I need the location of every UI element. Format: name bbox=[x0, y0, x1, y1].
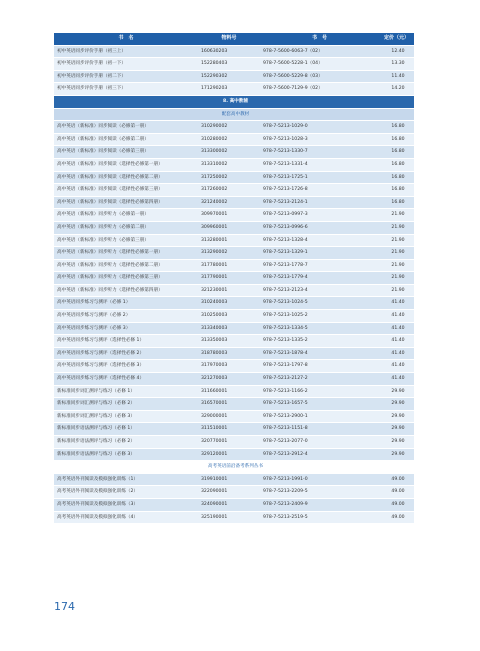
item-isbn: 978-7-5213-1330-7 bbox=[260, 146, 379, 159]
item-title: 高中英语同步练习与测评（必修 1） bbox=[54, 297, 198, 310]
item-code: 320770001 bbox=[198, 436, 260, 449]
table-row bbox=[54, 45, 414, 58]
item-code: 310280002 bbox=[198, 133, 260, 146]
table-row bbox=[54, 511, 414, 524]
table-row bbox=[54, 297, 414, 310]
item-code: 313290002 bbox=[198, 247, 260, 260]
table-row bbox=[54, 133, 414, 146]
item-price: 29.90 bbox=[379, 448, 414, 461]
item-title: 初中英语同步评价手册（初一下） bbox=[54, 58, 198, 71]
item-isbn: 978-7-5213-2409-9 bbox=[260, 498, 379, 511]
item-title: 高中英语（新标准）同步阅读（选择性必修第一册） bbox=[54, 158, 198, 171]
item-code: 152280403 bbox=[198, 58, 260, 71]
item-isbn: 978-7-5213-1024-5 bbox=[260, 297, 379, 310]
item-code: 313340003 bbox=[198, 322, 260, 335]
item-price: 11.40 bbox=[379, 70, 414, 83]
header-price: 定价（元） bbox=[379, 33, 414, 45]
item-code: 160630203 bbox=[198, 45, 260, 58]
table-row bbox=[54, 58, 414, 71]
table-row bbox=[54, 373, 414, 386]
item-isbn: 978-7-5213-1725-1 bbox=[260, 171, 379, 184]
item-price: 21.90 bbox=[379, 209, 414, 222]
item-isbn: 978-7-5213-2077-0 bbox=[260, 436, 379, 449]
item-title: 高中英语（新标准）同步听力（选择性必修第一册） bbox=[54, 247, 198, 260]
item-isbn: 978-7-5213-1991-0 bbox=[260, 473, 379, 486]
item-isbn: 978-7-5213-0997-3 bbox=[260, 209, 379, 222]
table-row bbox=[54, 498, 414, 511]
item-code: 317260002 bbox=[198, 184, 260, 197]
item-code: 329120001 bbox=[198, 448, 260, 461]
item-code: 317790001 bbox=[198, 272, 260, 285]
item-isbn: 978-7-5213-1797-8 bbox=[260, 360, 379, 373]
section-heading: 8. 高中教辅 bbox=[54, 95, 414, 108]
item-code: 171290203 bbox=[198, 83, 260, 96]
item-isbn: 978-7-5600-7129-9（02） bbox=[260, 83, 379, 96]
item-price: 41.40 bbox=[379, 322, 414, 335]
item-code: 152290302 bbox=[198, 70, 260, 83]
table-row bbox=[54, 486, 414, 499]
header-isbn: 书 号 bbox=[260, 33, 379, 45]
table-header-row bbox=[54, 33, 414, 45]
item-code: 310250003 bbox=[198, 310, 260, 323]
item-price: 16.80 bbox=[379, 184, 414, 197]
item-isbn: 978-7-5600-5229-8（03） bbox=[260, 70, 379, 83]
item-price: 21.90 bbox=[379, 272, 414, 285]
item-code: 317250002 bbox=[198, 171, 260, 184]
table-row bbox=[54, 473, 414, 486]
item-price: 16.80 bbox=[379, 146, 414, 159]
item-isbn: 978-7-5213-0996-6 bbox=[260, 221, 379, 234]
item-title: 高中英语（新标准）同步听力（选择性必修第二册） bbox=[54, 259, 198, 272]
item-isbn: 978-7-5213-1025-2 bbox=[260, 310, 379, 323]
book-catalog-table bbox=[54, 33, 414, 524]
item-title: 高中英语（新标准）同步听力（必修第一册） bbox=[54, 209, 198, 222]
item-isbn: 978-7-5213-1335-2 bbox=[260, 335, 379, 348]
table-row bbox=[54, 310, 414, 323]
item-isbn: 978-7-5213-1779-4 bbox=[260, 272, 379, 285]
table-row bbox=[54, 247, 414, 260]
item-price: 13.30 bbox=[379, 58, 414, 71]
table-row bbox=[54, 196, 414, 209]
item-code: 324090001 bbox=[198, 498, 260, 511]
item-isbn: 978-7-5213-2209-5 bbox=[260, 486, 379, 499]
item-title: 高考英语外刊阅读及模拟强化训练（4） bbox=[54, 511, 198, 524]
item-isbn: 978-7-5213-2123-4 bbox=[260, 284, 379, 297]
table-row bbox=[54, 410, 414, 423]
section-heading-row bbox=[54, 95, 414, 108]
item-code: 321270003 bbox=[198, 373, 260, 386]
item-title: 高中英语同步练习与测评（必修 3） bbox=[54, 322, 198, 335]
item-price: 49.00 bbox=[379, 498, 414, 511]
item-isbn: 978-7-5600-5228-1（04） bbox=[260, 58, 379, 71]
item-price: 41.40 bbox=[379, 297, 414, 310]
item-title: 高中英语（新标准）同步阅读（选择性必修第三册） bbox=[54, 184, 198, 197]
item-price: 16.80 bbox=[379, 133, 414, 146]
item-title: 高中英语（新标准）同步阅读（选择性必修第四册） bbox=[54, 196, 198, 209]
item-code: 317970003 bbox=[198, 360, 260, 373]
item-isbn: 978-7-5213-1151-8 bbox=[260, 423, 379, 436]
item-title: 高中英语（新标准）同步听力（选择性必修第四册） bbox=[54, 284, 198, 297]
item-isbn: 978-7-5213-2124-1 bbox=[260, 196, 379, 209]
item-title: 高中英语同步练习与测评（选择性必修 2） bbox=[54, 347, 198, 360]
item-price: 29.90 bbox=[379, 423, 414, 436]
item-price: 41.40 bbox=[379, 373, 414, 386]
item-price: 49.00 bbox=[379, 473, 414, 486]
item-price: 29.90 bbox=[379, 398, 414, 411]
item-price: 21.90 bbox=[379, 247, 414, 260]
item-title: 高中英语（新标准）同步听力（必修第三册） bbox=[54, 234, 198, 247]
item-isbn: 978-7-5213-1726-8 bbox=[260, 184, 379, 197]
table-row bbox=[54, 259, 414, 272]
item-price: 41.40 bbox=[379, 360, 414, 373]
table-row bbox=[54, 385, 414, 398]
item-title: 高中英语（新标准）同步阅读（必修第二册） bbox=[54, 133, 198, 146]
item-isbn: 978-7-5213-2127-2 bbox=[260, 373, 379, 386]
item-price: 21.90 bbox=[379, 221, 414, 234]
table-row bbox=[54, 234, 414, 247]
item-title: 高中英语同步练习与测评（选择性必修 1） bbox=[54, 335, 198, 348]
item-code: 310240003 bbox=[198, 297, 260, 310]
item-price: 29.90 bbox=[379, 385, 414, 398]
item-code: 311660001 bbox=[198, 385, 260, 398]
item-price: 21.90 bbox=[379, 284, 414, 297]
item-title: 新标准同步语法测评与练习（必修 1） bbox=[54, 423, 198, 436]
item-isbn: 978-7-5213-1028-3 bbox=[260, 133, 379, 146]
item-title: 高中英语（新标准）同步听力（选择性必修第三册） bbox=[54, 272, 198, 285]
item-title: 初中英语同步评价手册（初三下） bbox=[54, 83, 198, 96]
item-isbn: 978-7-5213-2519-5 bbox=[260, 511, 379, 524]
subsection-heading: 配套高中教材 bbox=[54, 108, 414, 121]
item-price: 16.80 bbox=[379, 196, 414, 209]
item-isbn: 978-7-5213-1029-0 bbox=[260, 121, 379, 134]
item-code: 313350003 bbox=[198, 335, 260, 348]
item-code: 322090001 bbox=[198, 486, 260, 499]
item-code: 321230001 bbox=[198, 284, 260, 297]
table-row bbox=[54, 360, 414, 373]
table-row bbox=[54, 209, 414, 222]
item-code: 311510001 bbox=[198, 423, 260, 436]
item-title: 高中英语同步练习与测评（选择性必修 4） bbox=[54, 373, 198, 386]
item-title: 高考英语外刊阅读及模拟强化训练（3） bbox=[54, 498, 198, 511]
item-isbn: 978-7-5213-1328-4 bbox=[260, 234, 379, 247]
item-title: 新标准同步语法测评与练习（必修 3） bbox=[54, 448, 198, 461]
item-code: 321240002 bbox=[198, 196, 260, 209]
item-price: 16.80 bbox=[379, 171, 414, 184]
header-title: 书 名 bbox=[54, 33, 198, 45]
item-code: 309970001 bbox=[198, 209, 260, 222]
item-title: 高中英语同步练习与测评（选择性必修 3） bbox=[54, 360, 198, 373]
item-price: 16.80 bbox=[379, 158, 414, 171]
item-code: 310290002 bbox=[198, 121, 260, 134]
item-price: 41.40 bbox=[379, 335, 414, 348]
table-row bbox=[54, 322, 414, 335]
item-code: 309960001 bbox=[198, 221, 260, 234]
item-title: 高考英语外刊阅读及模拟强化训练（2） bbox=[54, 486, 198, 499]
item-isbn: 978-7-5213-1166-2 bbox=[260, 385, 379, 398]
table-row bbox=[54, 284, 414, 297]
item-price: 16.80 bbox=[379, 121, 414, 134]
table-row bbox=[54, 184, 414, 197]
item-code: 319910001 bbox=[198, 473, 260, 486]
header-code: 物料号 bbox=[198, 33, 260, 45]
item-code: 313300002 bbox=[198, 146, 260, 159]
item-title: 高中英语（新标准）同步阅读（必修第三册） bbox=[54, 146, 198, 159]
item-title: 高中英语同步练习与测评（必修 2） bbox=[54, 310, 198, 323]
item-title: 新标准同步词汇测评与练习（必修 2） bbox=[54, 398, 198, 411]
table-row bbox=[54, 171, 414, 184]
subsection-heading: 高考英语前沿备考系列丛书 bbox=[54, 461, 414, 474]
item-isbn: 978-7-5213-1331-4 bbox=[260, 158, 379, 171]
item-code: 313310002 bbox=[198, 158, 260, 171]
subsection-heading-row bbox=[54, 461, 414, 474]
subsection-heading-row bbox=[54, 108, 414, 121]
item-price: 29.90 bbox=[379, 436, 414, 449]
item-price: 14.20 bbox=[379, 83, 414, 96]
table-row bbox=[54, 436, 414, 449]
item-title: 高考英语外刊阅读及模拟强化训练（1） bbox=[54, 473, 198, 486]
item-price: 41.40 bbox=[379, 347, 414, 360]
item-isbn: 978-7-5213-1878-4 bbox=[260, 347, 379, 360]
item-isbn: 978-7-5213-1778-7 bbox=[260, 259, 379, 272]
item-isbn: 978-7-5600-6063-7（02） bbox=[260, 45, 379, 58]
item-price: 21.90 bbox=[379, 234, 414, 247]
table-row bbox=[54, 448, 414, 461]
item-code: 325190001 bbox=[198, 511, 260, 524]
item-code: 313280001 bbox=[198, 234, 260, 247]
item-code: 316570001 bbox=[198, 398, 260, 411]
item-isbn: 978-7-5213-2912-4 bbox=[260, 448, 379, 461]
item-code: 317780001 bbox=[198, 259, 260, 272]
table-row bbox=[54, 423, 414, 436]
item-title: 初中英语同步评价手册（初三上） bbox=[54, 45, 198, 58]
table-row bbox=[54, 272, 414, 285]
item-isbn: 978-7-5213-1657-5 bbox=[260, 398, 379, 411]
item-title: 高中英语（新标准）同步听力（必修第二册） bbox=[54, 221, 198, 234]
table-row bbox=[54, 83, 414, 96]
item-title: 新标准同步语法测评与练习（必修 2） bbox=[54, 436, 198, 449]
item-price: 29.90 bbox=[379, 410, 414, 423]
table-row bbox=[54, 146, 414, 159]
table-body bbox=[54, 45, 414, 524]
page-number: 174 bbox=[54, 600, 75, 613]
table-row bbox=[54, 221, 414, 234]
item-code: 318780003 bbox=[198, 347, 260, 360]
item-isbn: 978-7-5213-2900-1 bbox=[260, 410, 379, 423]
item-price: 12.40 bbox=[379, 45, 414, 58]
table-row bbox=[54, 70, 414, 83]
item-isbn: 978-7-5213-1334-5 bbox=[260, 322, 379, 335]
item-title: 高中英语（新标准）同步阅读（选择性必修第二册） bbox=[54, 171, 198, 184]
item-price: 49.00 bbox=[379, 511, 414, 524]
item-code: 329000001 bbox=[198, 410, 260, 423]
table-row bbox=[54, 398, 414, 411]
item-title: 初中英语同步评价手册（初二下） bbox=[54, 70, 198, 83]
item-title: 新标准同步词汇测评与练习（必修 1） bbox=[54, 385, 198, 398]
table-row bbox=[54, 335, 414, 348]
item-title: 新标准同步词汇测评与练习（必修 3） bbox=[54, 410, 198, 423]
item-isbn: 978-7-5213-1329-1 bbox=[260, 247, 379, 260]
table-row bbox=[54, 158, 414, 171]
item-price: 49.00 bbox=[379, 486, 414, 499]
table-row bbox=[54, 347, 414, 360]
table-row bbox=[54, 121, 414, 134]
item-price: 21.90 bbox=[379, 259, 414, 272]
item-title: 高中英语（新标准）同步阅读（必修第一册） bbox=[54, 121, 198, 134]
item-price: 41.40 bbox=[379, 310, 414, 323]
